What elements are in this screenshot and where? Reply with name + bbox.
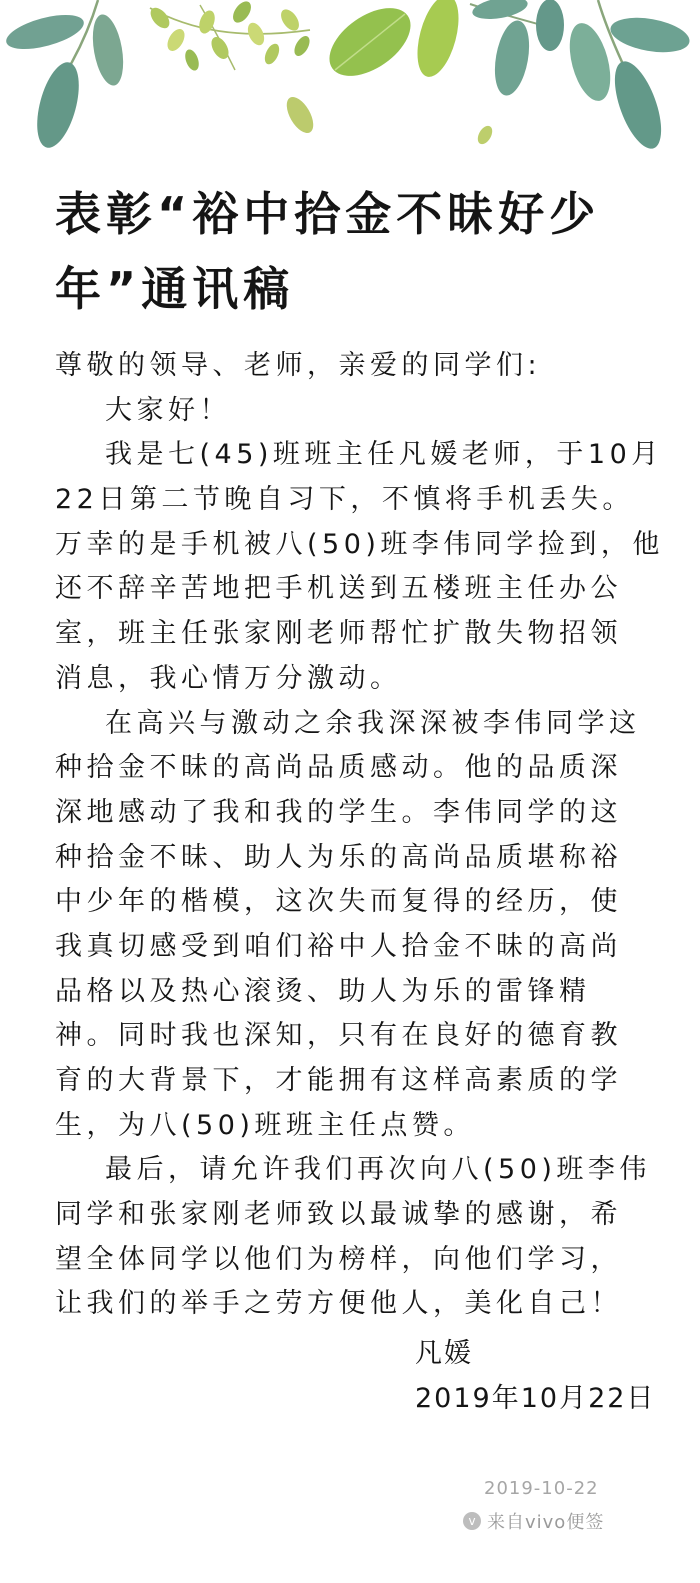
note-source-label: 来自vivo便签 xyxy=(487,1512,605,1533)
title-line: 表彰“裕中拾金不昧好少 xyxy=(55,187,601,241)
note-source xyxy=(463,1508,604,1534)
paragraph-line: 品格以及热心滚烫、助人为乐的雷锋精 xyxy=(55,975,591,1007)
signature-name: 凡媛 xyxy=(415,1338,473,1370)
paragraph-line: 我是七(45)班班主任凡媛老师，于10月 xyxy=(105,439,663,471)
leaf xyxy=(410,0,467,81)
paragraph-line: 室，班主任张家刚老师帮忙扩散失物招领 xyxy=(55,618,622,650)
signature-block xyxy=(55,1332,685,1421)
leaf xyxy=(317,0,422,90)
leaf xyxy=(277,6,302,34)
leaf xyxy=(164,26,188,54)
leaf xyxy=(291,33,312,58)
paragraph xyxy=(55,702,685,1149)
leaf xyxy=(88,12,128,88)
leaf xyxy=(183,48,202,73)
leaf xyxy=(608,12,692,57)
title-line: 年”通讯稿 xyxy=(55,262,295,316)
paragraph-line: 同学和张家刚老师致以最诚挚的感谢，希 xyxy=(55,1199,622,1231)
leaf xyxy=(490,18,535,98)
paragraph-line: 育的大背景下，才能拥有这样高素质的学 xyxy=(55,1065,622,1096)
paragraph-line: 在高兴与激动之余我深深被李伟同学这 xyxy=(105,707,641,739)
paragraph-line: 我真切感受到咱们裕中人拾金不昧的高尚 xyxy=(55,930,622,962)
signature-date: 2019年10月22日 xyxy=(415,1382,656,1414)
leaf xyxy=(475,123,495,146)
paragraph-line: 消息，我心情万分激动。 xyxy=(55,662,402,694)
leaf xyxy=(536,0,564,51)
leaf xyxy=(605,56,670,155)
paragraph-line: 22日第二节晚自习下，不慎将手机丢失。 xyxy=(55,484,634,516)
paragraph-line: 深地感动了我和我的学生。李伟同学的这 xyxy=(55,796,622,828)
leaf xyxy=(281,93,318,138)
paragraph-line: 中少年的楷模，这次失而复得的经历，使 xyxy=(55,886,622,918)
paragraph-line: 最后，请允许我们再次向八(50)班李伟 xyxy=(105,1154,651,1186)
leaf xyxy=(262,41,282,66)
paragraph-line: 神。同时我也深知，只有在良好的德育教 xyxy=(55,1020,622,1052)
leaf xyxy=(3,8,88,56)
leaf xyxy=(29,58,87,152)
paragraph-line: 望全体同学以他们为榜样，向他们学习， xyxy=(55,1243,622,1275)
paragraph-line: 种拾金不昧、助人为乐的高尚品质堪称裕 xyxy=(55,841,622,873)
paragraph-line: 还不辞辛苦地把手机送到五楼班主任办公 xyxy=(55,573,622,605)
leaf xyxy=(229,0,254,26)
leaf-decoration-icon xyxy=(0,0,700,160)
note-date: 2019-10-22 xyxy=(484,1478,599,1499)
vivo-logo-icon: v xyxy=(463,1512,481,1530)
greeting: 尊敬的领导、老师，亲爱的同学们: xyxy=(55,350,542,381)
note-body xyxy=(55,344,685,1422)
paragraph-line: 种拾金不昧的高尚品质感动。他的品质深 xyxy=(55,752,622,784)
paragraph xyxy=(55,433,685,701)
salutation: 大家好！ xyxy=(105,394,231,426)
paragraph xyxy=(55,1148,685,1327)
paragraph-line: 万幸的是手机被八(50)班李伟同学捡到，他 xyxy=(55,528,664,560)
paragraph-line: 让我们的举手之劳方便他人，美化自己！ xyxy=(55,1288,622,1320)
note-title xyxy=(55,177,600,327)
paragraph-line: 生，为八(50)班班主任点赞。 xyxy=(55,1109,475,1141)
